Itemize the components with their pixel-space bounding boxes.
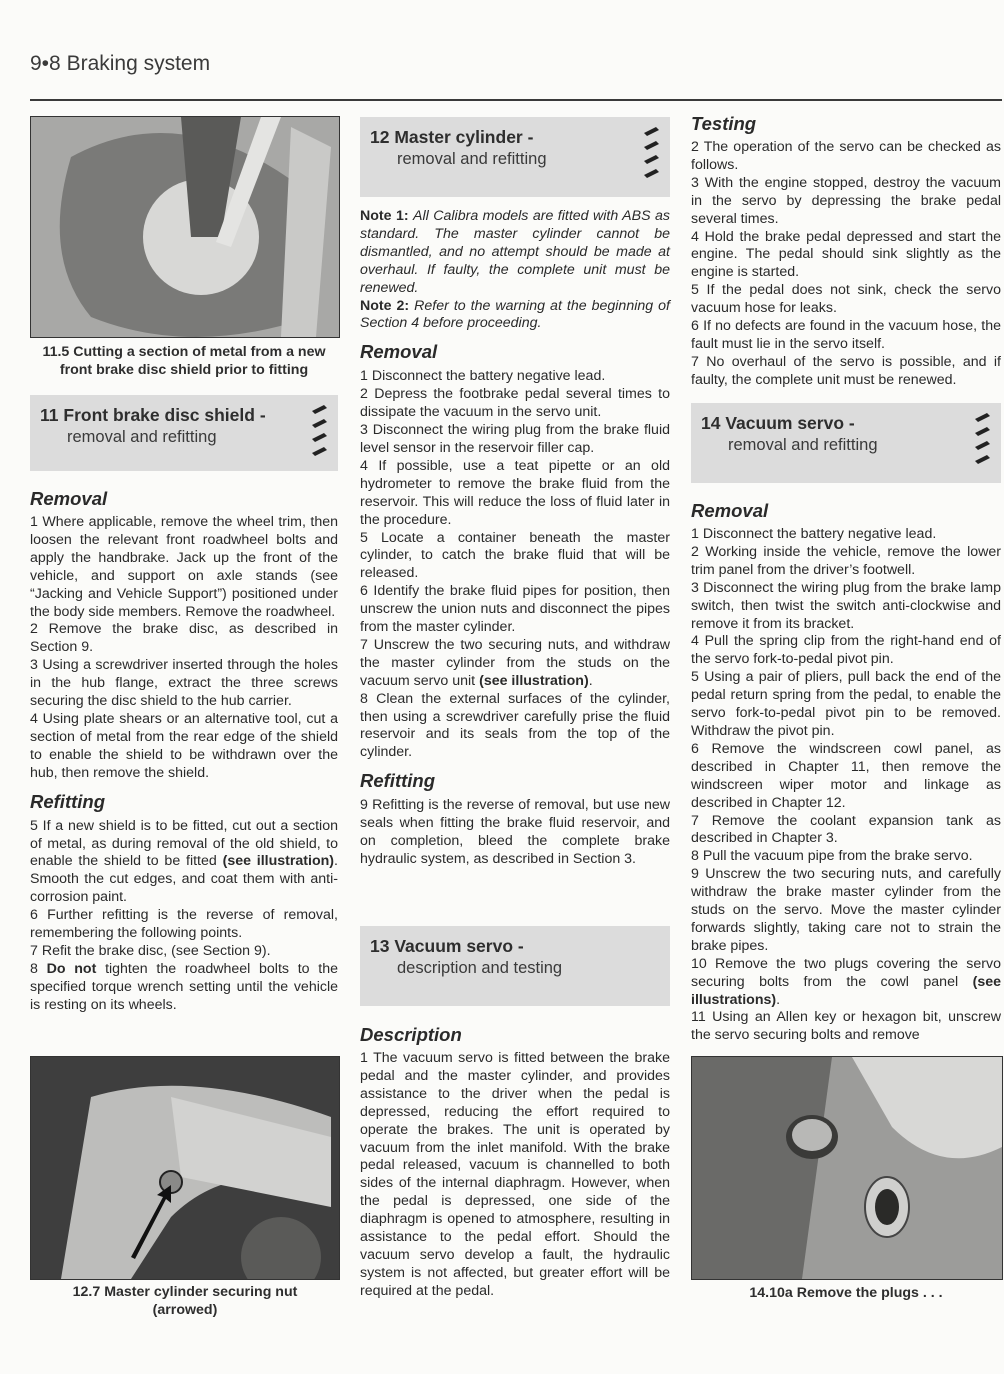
section-11-heading-box: 11 Front brake disc shield - removal and refitting <box>30 395 338 471</box>
column-2-text <box>360 208 670 869</box>
sec13-testing-4: 4 Hold the brake pedal depressed and start the engine. The pedal should sink slightly as the engine is started. <box>691 228 1001 281</box>
sec13-testing-3: 3 With the engine stopped, destroy the vacuum in the servo by depressing the brake pedal several times. <box>691 174 1001 227</box>
description-heading: Description <box>360 1024 462 1045</box>
section-subtitle: removal and refitting <box>728 436 878 454</box>
sec13-testing-6: 6 If no defects are found in the vacuum hose, the fault must lie in the servo itself. <box>691 318 1001 352</box>
sec11-removal-1: 1 Where applicable, remove the wheel trim, then loosen the relevant front roadwheel bolts and apply the handbrake. Jack up the front of the vehicle, and support on axle stands (see “Jacking and Vehicle Support”) positioned under the body side members. Remove the roadwheel. <box>30 514 338 620</box>
sec11-removal-4: 4 Using plate shears or an alternative tool, cut a section of metal from the rear edge of the shield to enable the shield to be withdrawn over the hub, then remove the shield. <box>30 710 338 781</box>
column-2-lower-text <box>360 1024 670 1301</box>
caption-12-7: 12.7 Master cylinder securing nut (arrowed) <box>72 1284 298 1318</box>
sec13-testing-2: 2 The operation of the servo can be checked as follows. <box>691 139 1001 173</box>
photo-disc-shield <box>30 116 340 338</box>
sec12-removal-8: 8 Clean the external surfaces of the cylinder, then using a screwdriver carefully prise the fluid reservoir and its seals from the top of the cylinder. <box>360 690 670 761</box>
photo-remove-plugs <box>691 1056 1003 1280</box>
section-title: Vacuum servo <box>725 413 845 433</box>
sec14-removal-3: 3 Disconnect the wiring plug from the brake lamp switch, then twist the switch anti-clockwise and remove it from its bracket. <box>691 579 1001 632</box>
refitting-heading: Refitting <box>30 790 106 812</box>
section-subtitle: description and testing <box>397 959 563 977</box>
sec11-refit-7: 7 Refit the brake disc, (see Section 9). <box>30 942 271 959</box>
section-title: Front brake disc shield <box>63 405 255 425</box>
column-3-text <box>691 113 1001 390</box>
sec12-removal-1: 1 Disconnect the battery negative lead. <box>360 368 606 385</box>
difficulty-spanner-icon <box>640 123 664 189</box>
sec14-removal-9: 9 Unscrew the two securing nuts, and carefully withdraw the brake master cylinder from the studs on the servo. Move the master cylinder forwards slightly, taking care not to strain the brake pipes. <box>691 866 1001 954</box>
section-subtitle: removal and refitting <box>397 150 547 168</box>
refitting-heading: Refitting <box>360 770 436 792</box>
sec12-removal-2: 2 Depress the footbrake pedal several times to dissipate the vacuum in the servo unit. <box>360 386 670 421</box>
section-number: 13 <box>370 936 390 956</box>
sec14-removal-6: 6 Remove the windscreen cowl panel, as described in Chapter 11, then remove the windscreen wiper motor and linkage as described in Chapter 12. <box>691 740 1001 811</box>
sec14-removal-10: 10 Remove the two plugs covering the servo securing bolts from the cowl panel (see illustrations). <box>691 955 1001 1008</box>
column-3-lower-text <box>691 500 1001 1045</box>
section-title: Vacuum servo <box>394 936 514 956</box>
sec14-removal-7: 7 Remove the coolant expansion tank as described in Chapter 3. <box>691 812 1001 847</box>
sec13-testing-5: 5 If the pedal does not sink, check the servo vacuum hose for leaks. <box>691 282 1001 317</box>
sec14-removal-2: 2 Working inside the vehicle, remove the lower trim panel from the driver’s footwell. <box>691 543 1001 578</box>
sec14-removal-11: 11 Using an Allen key or hexagon bit, unscrew the servo securing bolts and remove <box>691 1009 1001 1044</box>
removal-heading: Removal <box>360 341 438 363</box>
sec14-removal-1: 1 Disconnect the battery negative lead. <box>691 526 937 542</box>
sec11-refit-8: 8 Do not tighten the roadwheel bolts to the specified torque wrench setting until the vehicle is resting on its wheels. <box>30 960 338 1013</box>
difficulty-spanner-icon <box>308 401 332 467</box>
difficulty-spanner-icon <box>971 409 995 475</box>
sec12-removal-7: 7 Unscrew the two securing nuts, and withdraw the master cylinder from the studs on the vacuum servo unit (see illustration). <box>360 636 670 689</box>
sec14-removal-8: 8 Pull the vacuum pipe from the brake servo. <box>691 848 973 865</box>
caption-11-5: 11.5 Cutting a section of metal from a new front brake disc shield prior to fitting <box>42 344 326 378</box>
header-rule <box>30 99 1002 101</box>
sec11-refit-6: 6 Further refitting is the reverse of removal, remembering the following points. <box>30 907 338 942</box>
sec11-removal-2: 2 Remove the brake disc, as described in Section 9. <box>30 621 338 656</box>
section-12-heading-box: 12 Master cylinder - removal and refitting <box>360 117 670 197</box>
removal-heading: Removal <box>30 488 108 509</box>
page-number: 9•8 <box>30 52 61 75</box>
sec12-removal-4: 4 If possible, use a teat pipette or an old hydrometer to remove the brake fluid from the reservoir. This will reduce the loss of fluid later in the procedure. <box>360 457 670 528</box>
sec12-note-1: Note 1: All Calibra models are fitted with ABS as standard. The master cylinder cannot be dismantled, and no attempt should be made at overhaul. If faulty, the complete unit must be renewed. <box>360 208 670 296</box>
photo-master-cylinder-nut <box>30 1056 340 1280</box>
sec12-removal-6: 6 Identify the brake fluid pipes for position, then unscrew the union nuts and disconnect the pipes from the master cylinder. <box>360 583 670 636</box>
section-number: 11 <box>40 405 59 425</box>
removal-heading: Removal <box>691 500 769 521</box>
sec12-removal-5: 5 Locate a container beneath the master cylinder, to catch the brake fluid that will be released. <box>360 529 670 582</box>
sec14-removal-5: 5 Using a pair of pliers, pull back the end of the pedal return spring from the pedal, to enable the servo fork-to-pedal pivot pin to be removed. Withdraw the pivot pin. <box>691 669 1001 739</box>
section-title: Master cylinder <box>394 127 523 147</box>
section-subtitle: removal and refitting <box>67 428 217 446</box>
chapter-title: Braking system <box>66 52 211 75</box>
section-14-heading-box: 14 Vacuum servo - removal and refitting <box>691 403 1001 483</box>
page-header <box>30 52 210 76</box>
sec13-description-1: 1 The vacuum servo is fitted between the brake pedal and the master cylinder, and provides assistance to the driver when the pedal is depressed, reducing the effort required to operate the brakes. The unit is operated by vacuum from the inlet manifold. With the brake pedal released, vacuum is channelled to both sides of the internal diaphragm. However, when the pedal is depressed, one side of the diaphragm is opened to atmosphere, resulting in assistance to the pedal effort. Should the vacuum servo develop a fault, the hydraulic system is not affected, but greater effort will be required at the pedal. <box>360 1050 670 1299</box>
caption-14-10a: 14.10a Remove the plugs . . . <box>749 1285 943 1301</box>
testing-heading: Testing <box>691 113 757 134</box>
sec14-removal-4: 4 Pull the spring clip from the right-hand end of the servo fork-to-pedal pivot pin. <box>691 633 1001 668</box>
section-number: 12 <box>370 127 390 147</box>
column-1-text <box>30 488 338 1015</box>
section-13-heading-box: 13 Vacuum servo - description and testing <box>360 926 670 1006</box>
sec13-testing-7: 7 No overhaul of the servo is possible, and if faulty, the complete unit must be renewed. <box>691 353 1001 388</box>
sec12-removal-3: 3 Disconnect the wiring plug from the brake fluid level sensor in the reservoir filler cap. <box>360 422 670 456</box>
section-number: 14 <box>701 413 721 433</box>
sec12-refit-9: 9 Refitting is the reverse of removal, but use new seals when fitting the brake fluid reservoir, and on completion, bleed the complete brake hydraulic system, as described in Section 3. <box>360 797 670 867</box>
sec11-removal-3: 3 Using a screwdriver inserted through the holes in the hub flange, extract the three screws securing the disc shield to the hub carrier. <box>30 657 338 710</box>
sec12-note-2: Note 2: Refer to the warning at the beginning of Section 4 before proceeding. <box>360 297 670 332</box>
sec11-refit-5: 5 If a new shield is to be fitted, cut out a section of metal, as during removal of the old shield, to enable the shield to be fitted (see illustration). Smooth the cut edges, and coat them with anti-corrosion paint. <box>30 817 338 906</box>
